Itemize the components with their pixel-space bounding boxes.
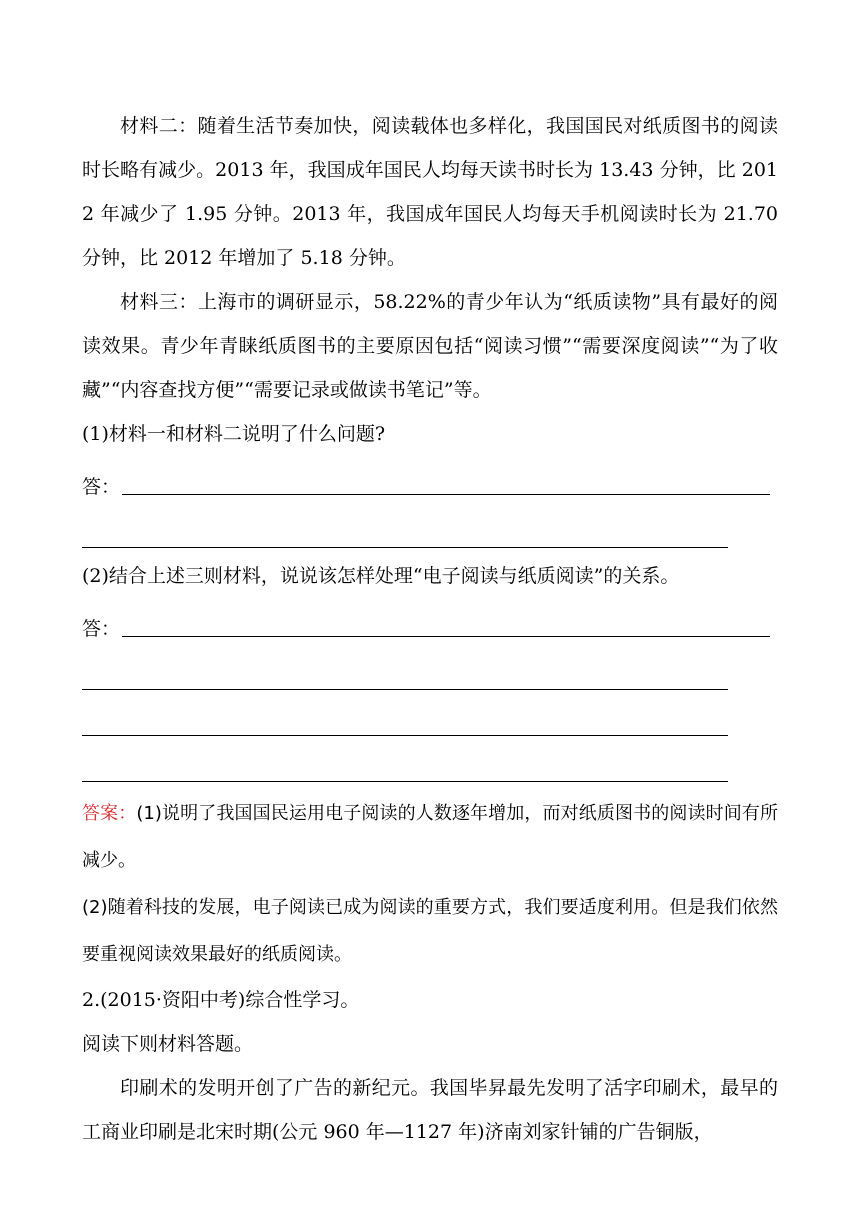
answer-one-first-line[interactable] — [82, 456, 778, 502]
answer-key-label: 答案： — [82, 803, 137, 824]
question-two-passage: 印刷术的发明开创了广告的新纪元。我国毕昇最先发明了活字印刷术，最早的工商业印刷是北宋时期(公元 960 年—1127 年)济南刘家针铺的广告铜版， — [82, 1077, 778, 1143]
answer-two-blank-line[interactable] — [82, 736, 778, 782]
answer-key-one-text: (1)说明了我国国民运用电子阅读的人数逐年增加，而对纸质图书的阅读时间有所减少。 — [82, 803, 779, 871]
question-two-instruction: 阅读下则材料答题。 — [82, 1033, 254, 1055]
answer-two-label: 答： — [82, 618, 121, 640]
document-page — [82, 104, 778, 1154]
answer-underline — [122, 636, 770, 637]
answer-one-label: 答： — [82, 476, 121, 498]
material-three-paragraph: 材料三：上海市的调研显示，58.22%的青少年认为“纸质读物”具有最好的阅读效果。青少年青睐纸质图书的主要原因包括“阅读习惯”“需要深度阅读”“为了收藏”“内容查找方便”“需要记录或做读书笔记”等。 — [82, 291, 778, 401]
answer-underline — [122, 494, 770, 495]
answer-two-first-line[interactable] — [82, 598, 778, 644]
question-one: (1)材料一和材料二说明了什么问题? — [82, 423, 386, 445]
answer-two-blank-line[interactable] — [82, 690, 778, 736]
answer-one-blank-line[interactable] — [82, 502, 778, 548]
answer-two-blank-line[interactable] — [82, 644, 778, 690]
answer-underline — [82, 781, 728, 782]
answer-underline — [82, 547, 728, 548]
question-two-title: 2.(2015·资阳中考)综合性学习。 — [82, 989, 360, 1011]
answer-key-two: (2)随着科技的发展，电子阅读已成为阅读的重要方式，我们要适度利用。但是我们依然要重视阅读效果最好的纸质阅读。 — [82, 897, 778, 965]
question-two: (2)结合上述三则材料，说说该怎样处理“电子阅读与纸质阅读”的关系。 — [82, 565, 680, 587]
material-two-paragraph: 材料二：随着生活节奏加快，阅读载体也多样化，我国国民对纸质图书的阅读时长略有减少。2013 年，我国成年国民人均每天读书时长为 13.43 分钟，比 2012 年减少了 1.95 分钟。2013 年，我国成年国民人均每天手机阅读时长为 21.70 分钟，比 2012 年增加了 5.18 分钟。 — [82, 115, 778, 269]
answer-key-one — [82, 790, 778, 884]
